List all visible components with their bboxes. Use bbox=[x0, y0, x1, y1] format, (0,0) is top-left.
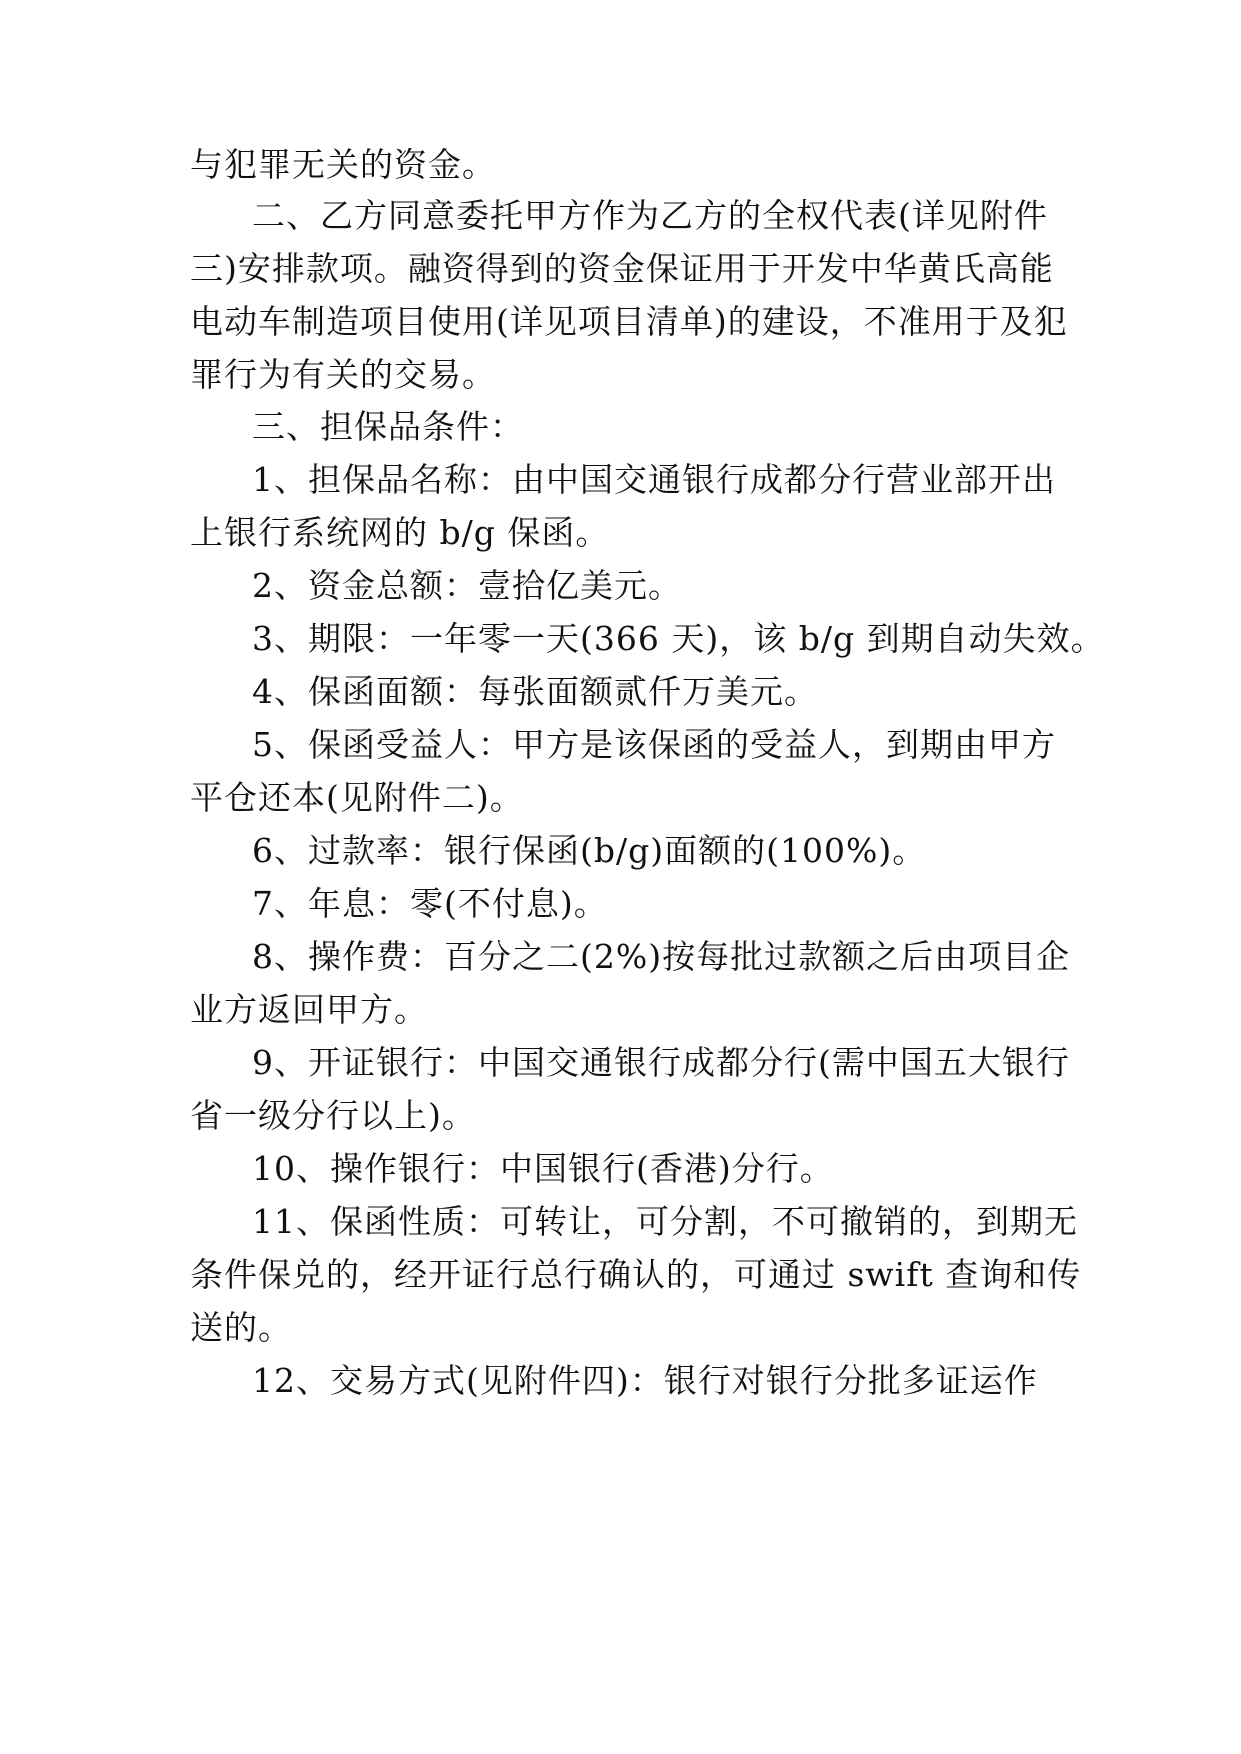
list-item: 10、操作银行：中国银行(香港)分行。 bbox=[252, 1149, 834, 1188]
text-line: 平仓还本(见附件二)。 bbox=[190, 778, 524, 817]
text-line: 三)安排款项。融资得到的资金保证用于开发中华黄氏高能 bbox=[190, 249, 1054, 288]
text-line: 与犯罪无关的资金。 bbox=[190, 145, 496, 184]
text-line: 条件保兑的，经开证行总行确认的，可通过 swift 查询和传 bbox=[190, 1255, 1082, 1294]
list-item: 7、年息：零(不付息)。 bbox=[252, 884, 608, 923]
list-item: 6、过款率：银行保函(b/g)面额的(100%)。 bbox=[252, 831, 927, 870]
list-item: 5、保函受益人：甲方是该保函的受益人，到期由甲方 bbox=[252, 725, 1056, 764]
text-line: 电动车制造项目使用(详见项目清单)的建设，不准用于及犯 bbox=[190, 302, 1068, 341]
list-item: 12、交易方式(见附件四)：银行对银行分批多证运作 bbox=[252, 1361, 1038, 1400]
text-line: 罪行为有关的交易。 bbox=[190, 355, 496, 394]
list-item: 1、担保品名称：由中国交通银行成都分行营业部开出 bbox=[252, 460, 1056, 499]
text-line: 送的。 bbox=[190, 1308, 292, 1347]
text-line: 业方返回甲方。 bbox=[190, 990, 428, 1029]
text-line: 省一级分行以上)。 bbox=[190, 1096, 476, 1135]
list-item: 2、资金总额：壹拾亿美元。 bbox=[252, 566, 682, 605]
list-item: 3、期限：一年零一天(366 天)，该 b/g 到期自动失效。 bbox=[252, 619, 1105, 658]
list-item: 11、保函性质：可转让，可分割，不可撤销的，到期无 bbox=[252, 1202, 1078, 1241]
text-line: 二、乙方同意委托甲方作为乙方的全权代表(详见附件 bbox=[252, 196, 1048, 235]
text-line: 上银行系统网的 b/g 保函。 bbox=[190, 513, 610, 552]
list-item: 9、开证银行：中国交通银行成都分行(需中国五大银行 bbox=[252, 1043, 1070, 1082]
section-heading: 三、担保品条件： bbox=[252, 407, 524, 446]
list-item: 8、操作费：百分之二(2%)按每批过款额之后由项目企 bbox=[252, 937, 1071, 976]
list-item: 4、保函面额：每张面额贰仟万美元。 bbox=[252, 672, 818, 711]
